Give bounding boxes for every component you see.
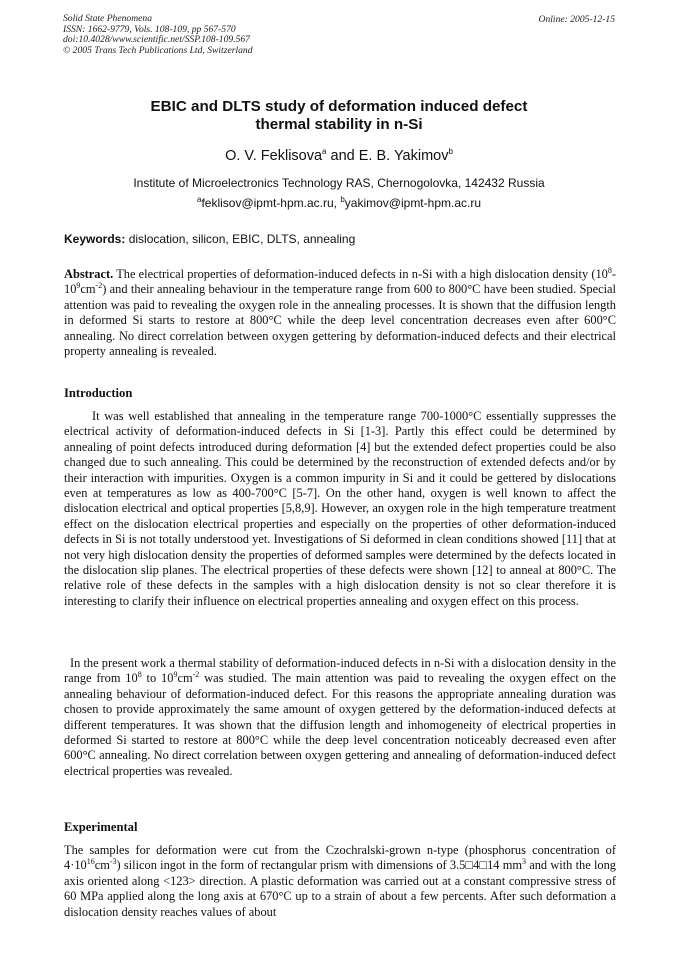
abstract-label: Abstract. — [64, 267, 114, 281]
affiliation: Institute of Microelectronics Technology RAS, Chernogolovka, 142432 Russia — [133, 176, 545, 190]
intro-p2-sup-3: -2 — [192, 670, 200, 680]
issn-line: ISSN: 1662-9779, Vols. 108-109, pp 567-570 — [63, 23, 236, 35]
exp-sup-1: 16 — [86, 857, 95, 867]
intro-p2-text-2: to 10 — [141, 671, 174, 686]
copyright-line: © 2005 Trans Tech Publications Ltd, Switzerland — [63, 44, 253, 56]
journal-name: Solid State Phenomena — [63, 13, 152, 24]
keywords — [64, 232, 355, 246]
title-line-2: thermal stability in n-Si — [255, 116, 423, 133]
introduction-paragraph-1: It was well established that annealing in the temperature range 700-1000°C essentially suppresses the electrical activity of deformation-induced defects in Si [1-3]. Partly this effect could be determined by annealing of point defects introduced during deformation [4] but the extended defect properties could be also changed due to such annealing. This could be determined by the reconstruction of extended defects and/or by their interaction with impurities. Oxygen is a common impurity in Si and it could be gettered by dislocations even at temperatures as low as 400-700°C [5-7]. On the other hand, oxygen is well known to affect the dislocation electrical and optical properties [5,8,9]. However, an oxygen role in the high temperature treatment effect on the dislocation electrical properties and especially on the properties of other deformation-induced defects in Si is not totally understood yet. Investigations of Si deformed in clean conditions showed [11] that at not very high dislocation density the properties of deformed samples were determined by the defects located in the dislocation slip planes. The electrical properties of these defects were shown [12] to anneal at 800°C. The relative role of these defects in the samples with a high dislocation density is not so clear therefore it is interesting to clarify their influence on electrical properties annealing and oxygen effect on this process. — [64, 409, 616, 608]
experimental-paragraph — [64, 843, 616, 920]
abstract-sup-2: 9 — [76, 281, 81, 291]
exp-text-4: and with the long axis oriented along <123> direction. A plastic deformation was carried out at a constant compressive stress of 60 MPa applied along the long axis at 670°C up to a strain of about a few percents. After such deformation a dislocation density reaches values of about — [64, 858, 616, 919]
title-line-1: EBIC and DLTS study of deformation induced defect — [150, 98, 528, 115]
abstract-text-3: cm — [80, 282, 96, 297]
doi-line: doi:10.4028/www.scientific.net/SSP.108-109.567 — [63, 34, 250, 46]
emails — [60, 196, 618, 210]
email-b: yakimov@ipmt-hpm.ac.ru — [344, 196, 481, 210]
exp-text-1: The samples for deformation were cut from the Czochralski-grown n-type (phosphorus concentration of 4·10 — [64, 843, 616, 873]
email-b-sup: b — [340, 195, 345, 204]
intro-p2-text-1: In the present work a thermal stability of deformation-induced defects in n-Si with a dislocation density in the range from 10 — [64, 656, 616, 686]
keywords-label: Keywords: — [64, 232, 126, 246]
author-joiner: and — [326, 148, 359, 164]
email-a: feklisov@ipmt-hpm.ac.ru, — [201, 196, 341, 210]
abstract-text-2: -10 — [64, 267, 616, 297]
introduction-heading: Introduction — [64, 386, 133, 400]
author-1-sup: a — [322, 147, 327, 157]
email-a-sup: a — [196, 195, 202, 204]
intro-p2-text-4: was studied. The main attention was paid to revealing the oxygen effect on the annealing behaviour of deformation-induced defect. For this reasons the appropriate annealing duration was chosen to provide approximately the same amount of oxygen gettered by the deformation-induced defects at different temperatures. It was shown that the diffusion length and inhomogeneity of electrical properties in deformed Si started to restore at 800°C while the deep level concentration noticeably decreased even after 600°C annealing. No direct correlation between oxygen gettering and annealing of deformation-induced defect electrical properties was revealed. — [64, 671, 616, 778]
intro-p2-sup-2: 9 — [173, 670, 178, 680]
intro-p2-text-3: cm — [177, 671, 193, 686]
experimental-heading: Experimental — [64, 820, 138, 834]
author-2-sup: b — [448, 147, 453, 157]
keywords-text: dislocation, silicon, EBIC, DLTS, annealing — [125, 232, 356, 246]
introduction-paragraph-2 — [64, 656, 616, 779]
exp-sup-3: 3 — [521, 857, 526, 867]
abstract-sup-3: -2 — [95, 281, 103, 291]
paper-title — [80, 98, 598, 134]
abstract-text-1: The electrical properties of deformation-induced defects in n-Si with a high dislocation density (10 — [113, 267, 608, 281]
exp-text-2: cm — [94, 858, 110, 873]
exp-text-3: ) silicon ingot in the form of rectangular prism with dimensions of 3.5□4□14 mm — [116, 858, 522, 873]
journal-header — [63, 14, 253, 56]
abstract — [64, 267, 616, 359]
author-1: O. V. Feklisova — [225, 148, 323, 164]
authors — [80, 148, 598, 164]
author-2: E. B. Yakimov — [358, 148, 449, 164]
exp-sup-2: -3 — [109, 857, 117, 867]
abstract-sup-1: 8 — [607, 265, 612, 275]
intro-p2-sup-1: 8 — [137, 670, 142, 680]
online-date: Online: 2005-12-15 — [538, 14, 615, 25]
abstract-text-4: ) and their annealing behaviour in the temperature range from 600 to 800°C have been studied. Special attention was paid to revealing the oxygen role in the annealing processes. It is shown that the diffusion length in deformed Si starts to restore at 800°C while the deep level concentration decreases even after 600°C annealing. No direct correlation between oxygen gettering by deformation-induced defects and their electrical property annealing is revealed. — [64, 282, 616, 359]
